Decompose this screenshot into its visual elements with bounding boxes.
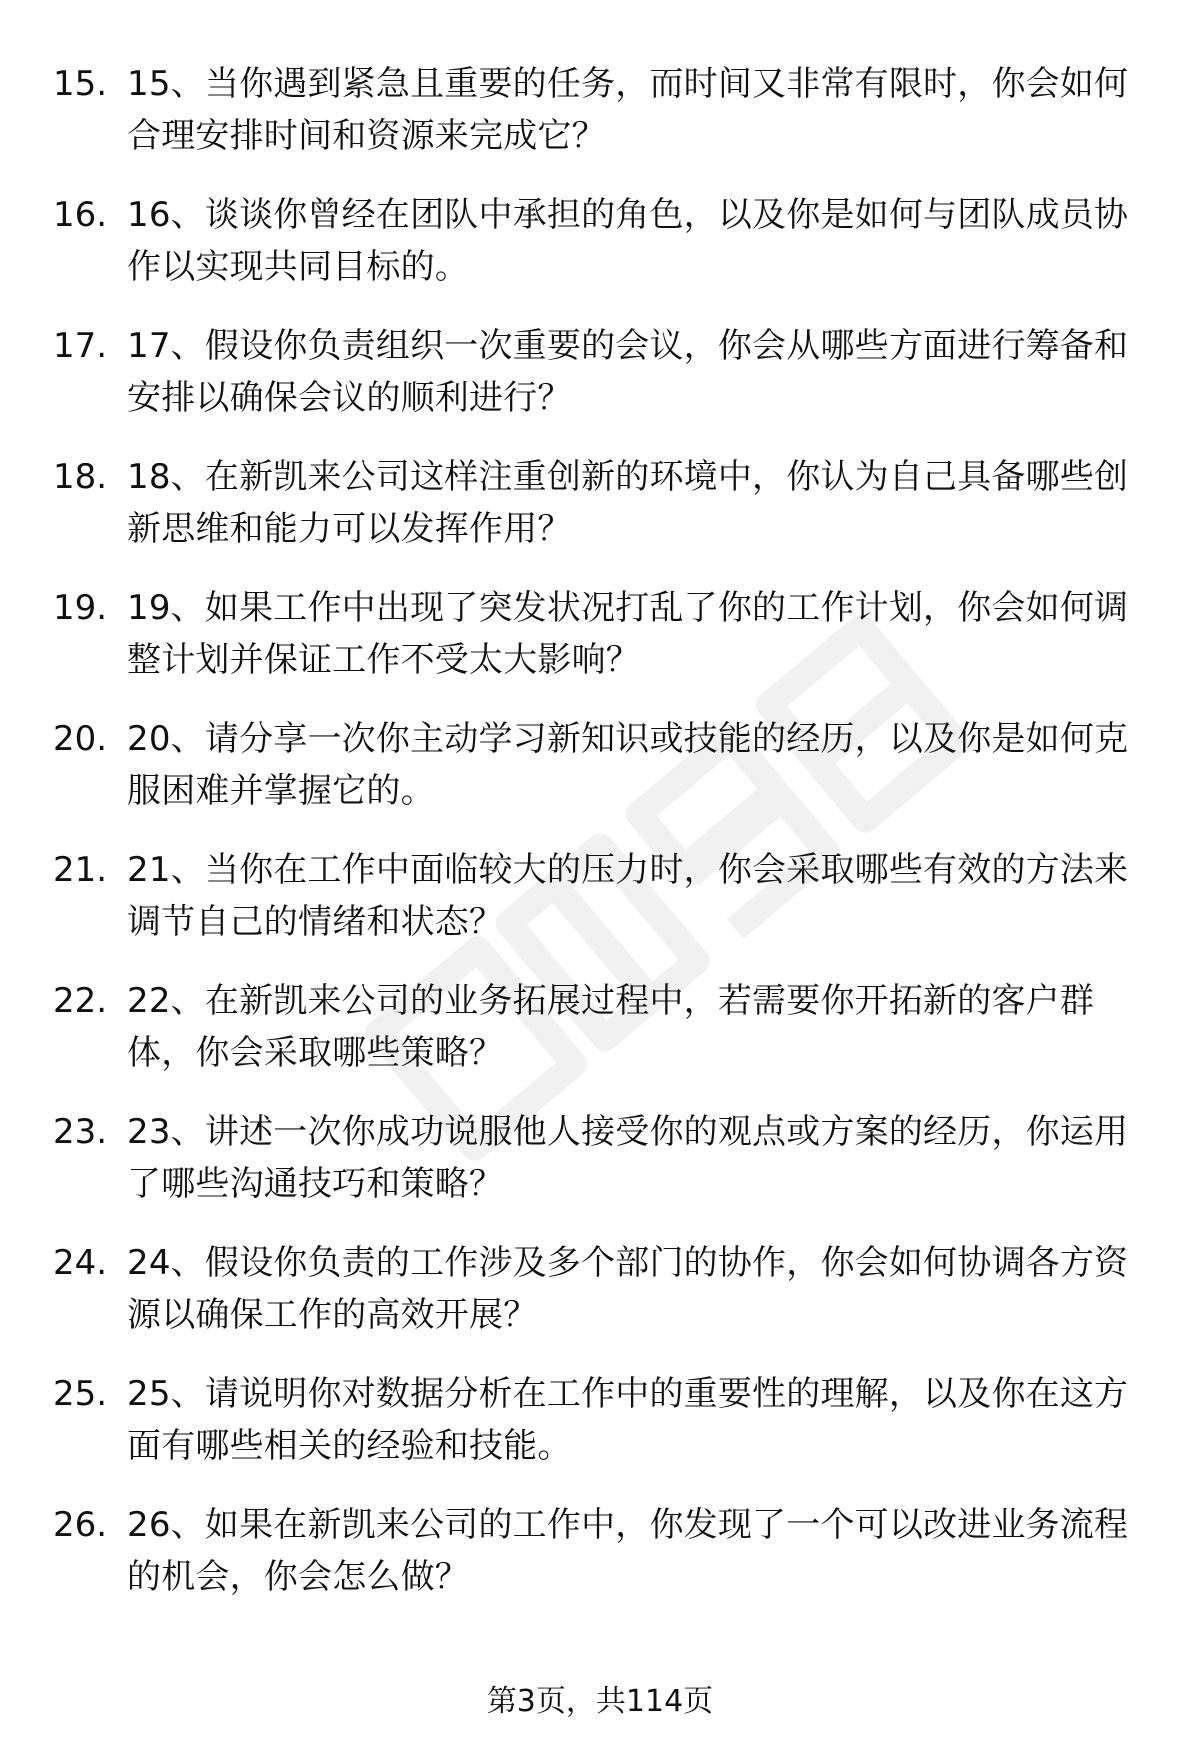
question-item [0,1368,1200,1499]
question-text: 21、当你在工作中面临较大的压力时，你会采取哪些有效的方法来调节自己的情绪和状态？ [127,850,1129,942]
question-text: 24、假设你负责的工作涉及多个部门的协作，你会如何协调各方资源以确保工作的高效开展？ [127,1243,1129,1335]
question-text: 26、如果在新凯来公司的工作中，你发现了一个可以改进业务流程的机会，你会怎么做？ [127,1505,1129,1597]
page-footer: 第3页，共114页 [486,1684,714,1719]
question-item [0,1499,1200,1630]
question-item [0,320,1200,451]
question-text: 17、假设你负责组织一次重要的会议，你会从哪些方面进行筹备和安排以确保会议的顺利进行？ [127,326,1129,418]
question-item [0,58,1200,189]
question-item [0,844,1200,975]
question-text: 23、讲述一次你成功说服他人接受你的观点或方案的经历，你运用了哪些沟通技巧和策略？ [127,1112,1129,1204]
question-item [0,189,1200,320]
question-text: 16、谈谈你曾经在团队中承担的角色，以及你是如何与团队成员协作以实现共同目标的。 [127,195,1129,287]
question-item [0,713,1200,844]
question-number: 19. [53,588,108,628]
question-item [0,1237,1200,1368]
question-text: 25、请说明你对数据分析在工作中的重要性的理解，以及你在这方面有哪些相关的经验和技能。 [127,1374,1129,1466]
question-number: 21. [53,850,108,890]
question-text: 18、在新凯来公司这样注重创新的环境中，你认为自己具备哪些创新思维和能力可以发挥作用？ [127,457,1129,549]
question-number: 17. [53,326,108,366]
question-item [0,451,1200,582]
question-number: 20. [53,719,108,759]
question-item [0,1106,1200,1237]
question-item [0,582,1200,713]
question-number: 26. [53,1505,108,1545]
question-number: 15. [53,64,108,104]
question-number: 22. [53,981,108,1021]
question-number: 24. [53,1243,108,1283]
question-text: 19、如果工作中出现了突发状况打乱了你的工作计划，你会如何调整计划并保证工作不受太大影响？ [127,588,1129,680]
question-number: 16. [53,195,108,235]
question-number: 25. [53,1374,108,1414]
question-text: 22、在新凯来公司的业务拓展过程中，若需要你开拓新的客户群体，你会采取哪些策略？ [127,981,1095,1073]
question-number: 23. [53,1112,108,1152]
question-number: 18. [53,457,108,497]
question-text: 20、请分享一次你主动学习新知识或技能的经历，以及你是如何克服困难并掌握它的。 [127,719,1129,811]
question-item [0,975,1200,1106]
question-text: 15、当你遇到紧急且重要的任务，而时间又非常有限时，你会如何合理安排时间和资源来完成它？ [127,64,1129,156]
question-list [0,58,1200,1630]
